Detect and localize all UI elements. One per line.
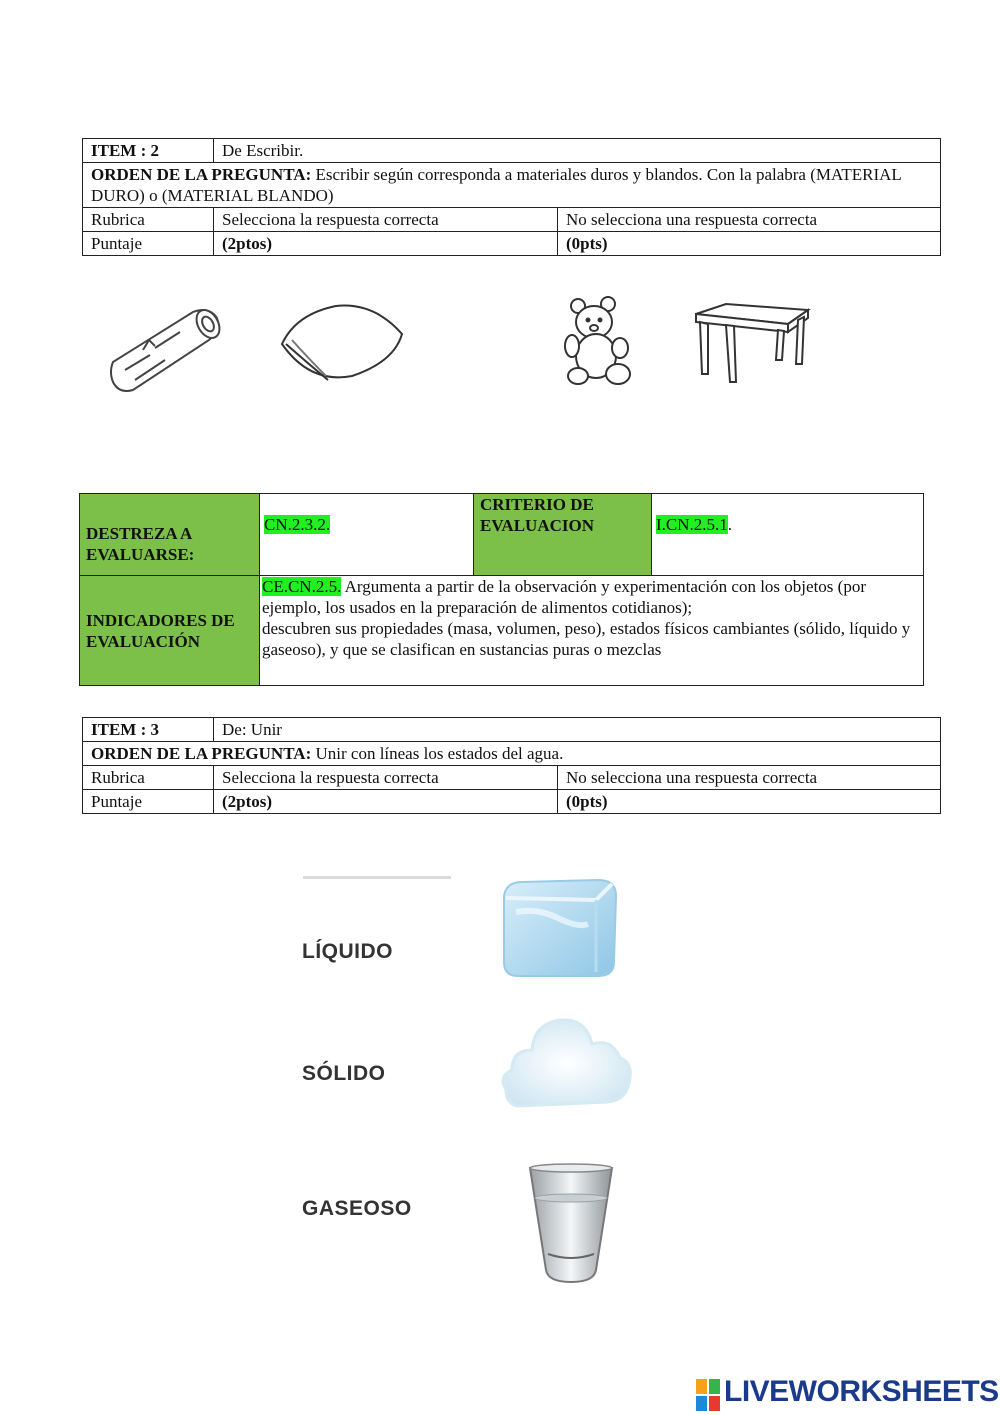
item3-order: ORDEN DE LA PREGUNTA: Unir con líneas los estados del agua. [83,742,941,766]
indicadores-row [80,576,924,686]
rubric-wrong: No selecciona una respuesta correcta [558,208,941,232]
rubric-wrong: No selecciona una respuesta correcta [558,766,941,790]
rubric-correct: Selecciona la respuesta correcta [214,208,558,232]
log-icon [105,300,225,395]
teddy-bear-icon [558,296,636,388]
state-label-gaseoso[interactable]: GASEOSO [302,1197,412,1220]
pillow-icon [276,300,408,385]
item2-label: ITEM : 2 [83,139,214,163]
ice-cube-icon[interactable] [498,878,620,978]
item3-order-row [83,742,941,766]
score-wrong: (0pts) [558,790,941,814]
item3-label: ITEM : 3 [83,718,214,742]
item2-type: De Escribir. [214,139,941,163]
score-label: Puntaje [83,232,214,256]
item3-score-row [83,790,941,814]
logo-text: LIVEWORKSHEETS [724,1375,999,1408]
criterio-code: I.CN.2.5.1. [652,494,924,576]
rubric-label: Rubrica [83,208,214,232]
item2-header-row [83,139,941,163]
item2-order-row [83,163,941,208]
state-label-solido[interactable]: SÓLIDO [302,1062,386,1085]
rubric-correct: Selecciona la respuesta correcta [214,766,558,790]
destreza-label: DESTREZA A EVALUARSE: [80,494,260,576]
destreza-row [80,494,924,576]
logo-mark-icon [696,1379,720,1411]
cloud-icon[interactable] [498,1010,632,1110]
item2-order: ORDEN DE LA PREGUNTA: Escribir según corresponda a materiales duros y blandos. Con la palabra (MATERIAL DURO) o (MATERIAL BLANDO) [83,163,941,208]
item3-type: De: Unir [214,718,941,742]
item3-rubric-row [83,766,941,790]
score-label: Puntaje [83,790,214,814]
indicators-table [79,493,924,686]
indicadores-label: INDICADORES DE EVALUACIÓN [80,576,260,686]
item2-score-row [83,232,941,256]
score-correct: (2ptos) [214,790,558,814]
table-icon [692,300,812,384]
destreza-code: CN.2.3.2. [260,494,474,576]
score-correct: (2ptos) [214,232,558,256]
water-glass-icon[interactable] [526,1162,616,1286]
indicadores-text: CE.CN.2.5. Argumenta a partir de la observación y experimentación con los objetos (por ejemplo, los usados en la preparación de alimentos cotidianos); descubren sus propiedades (masa, volumen, peso), estados físicos cambiantes (sólido, líquido y gaseoso), y que se clasifican en sustancias puras o mezclas [260,576,924,686]
score-wrong: (0pts) [558,232,941,256]
criterio-label: CRITERIO DE EVALUACION [474,494,652,576]
cropped-text-fragment [303,874,451,880]
item3-header-row [83,718,941,742]
state-label-liquido[interactable]: LÍQUIDO [302,940,393,963]
rubric-label: Rubrica [83,766,214,790]
item2-rubric-row [83,208,941,232]
item3-table [82,717,941,814]
item2-table [82,138,941,256]
